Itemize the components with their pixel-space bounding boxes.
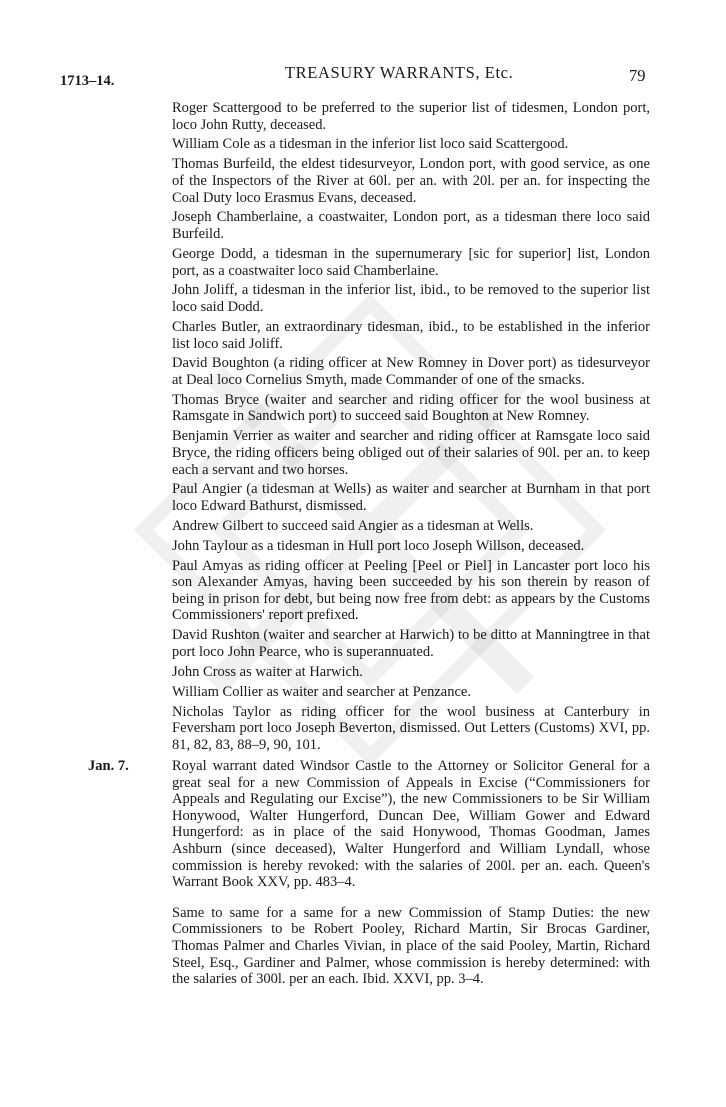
page-header [0, 63, 726, 87]
entry-paragraph: Paul Angier (a tidesman at Wells) as waiter and searcher at Burnham in that port loco Edward Bathurst, dismissed. [172, 481, 650, 515]
warrant-entries [172, 100, 650, 753]
entry-paragraph: Andrew Gilbert to succeed said Angier as a tidesman at Wells. [172, 517, 534, 534]
warrant-paragraph: Same to same for a same for a new Commission of Stamp Duties: the new Commissioners to be Robert Pooley, Richard Martin, Sir Brocas Gardiner, Thomas Palmer and Charles Vivian, in place of the said Pooley, Martin, Richard Steel, Esq., Gardiner and Palmer, whose commission is hereby determined: with the salaries of 300l. per an each. Ibid. XXVI, pp. 3–4. [172, 904, 650, 988]
entry-paragraph: David Rushton (waiter and searcher at Harwich) to be ditto at Manningtree in that port loco John Pearce, who is superannuated. [172, 627, 650, 660]
entry-paragraph: Paul Amyas as riding officer at Peeling [Peel or Piel] in Lancaster port loco his son Alexander Amyas, having been succeeded by his son therein by reason of being in prison for debt, but being now free from debt: as appears by the Customs Commissioners' report prefixed. [172, 557, 650, 624]
entry-paragraph: Nicholas Taylor as riding officer for the wool business at Canterbury in Feversham port loco Joseph Beverton, dismissed. Out Letters (Customs) XVI, pp. 81, 82, 83, 88–9, 90, 101. [172, 703, 650, 753]
entry-paragraph: Thomas Bryce (waiter and searcher and riding officer for the wool business at Ramsgate in Sandwich port) to succeed said Boughton at New Romney. [172, 391, 650, 425]
entry-paragraph: Roger Scattergood to be preferred to the superior list of tidesmen, London port, loco John Rutty, deceased. [172, 100, 650, 133]
entry-paragraph: John Joliff, a tidesman in the inferior list, ibid., to be removed to the superior list loco said Dodd. [172, 282, 650, 316]
entry-paragraph: Benjamin Verrier as waiter and searcher and riding officer at Ramsgate loco said Bryce, the riding officers being obliged out of their salaries of 90l. per an. to keep each a servant and two horses. [172, 428, 650, 478]
entry-paragraph: George Dodd, a tidesman in the supernumerary [sic for superior] list, London port, as a coastwaiter loco said Chamberlaine. [172, 245, 650, 279]
entry-paragraph: Thomas Burfeild, the eldest tidesurveyor, London port, with good service, as one of the Inspectors of the River at 60l. per an. with 20l. per an. for inspecting the Coal Duty loco Erasmus Evans, deceased. [172, 156, 650, 206]
entry-paragraph: David Boughton (a riding officer at New Romney in Dover port) as tidesurveyor at Deal loco Cornelius Smyth, made Commander of one of the smacks. [172, 355, 650, 388]
entry-paragraph: John Taylour as a tidesman in Hull port loco Joseph Willson, deceased. [172, 537, 585, 554]
dated-warrants [172, 758, 650, 988]
running-title: TREASURY WARRANTS, Etc. [285, 63, 514, 82]
entry-paragraph: John Cross as waiter at Harwich. [172, 663, 363, 680]
entry-paragraph: William Cole as a tidesman in the inferior list loco said Scattergood. [172, 136, 569, 153]
entry-paragraph: Joseph Chamberlaine, a coastwaiter, London port, as a tidesman there loco said Burfeild. [172, 209, 650, 243]
header-year: 1713–14. [60, 73, 115, 89]
warrant-paragraph: Royal warrant dated Windsor Castle to the Attorney or Solicitor General for a great seal for a new Commission of Appeals in Excise (“Commissioners for Appeals and Regulating our Excise”), the new Commissioners to be Sir William Honywood, Walter Hungerford, Duncan Dee, William Gower and Edward Hungerford: as in place of the said Honywood, Thomas Goodman, James Ashburn (since deceased), Walter Hungerford and William Lyndall, whose commission is hereby revoked: with the salaries of 200l. per an. each. Queen's Warrant Book XXV, pp. 483–4. [172, 758, 650, 891]
entry-paragraph: William Collier as waiter and searcher at Penzance. [172, 683, 471, 700]
entry-paragraph: Charles Butler, an extraordinary tidesman, ibid., to be established in the inferior list loco said Joliff. [172, 318, 650, 352]
page-number: 79 [629, 66, 646, 85]
margin-date: Jan. 7. [88, 758, 129, 774]
